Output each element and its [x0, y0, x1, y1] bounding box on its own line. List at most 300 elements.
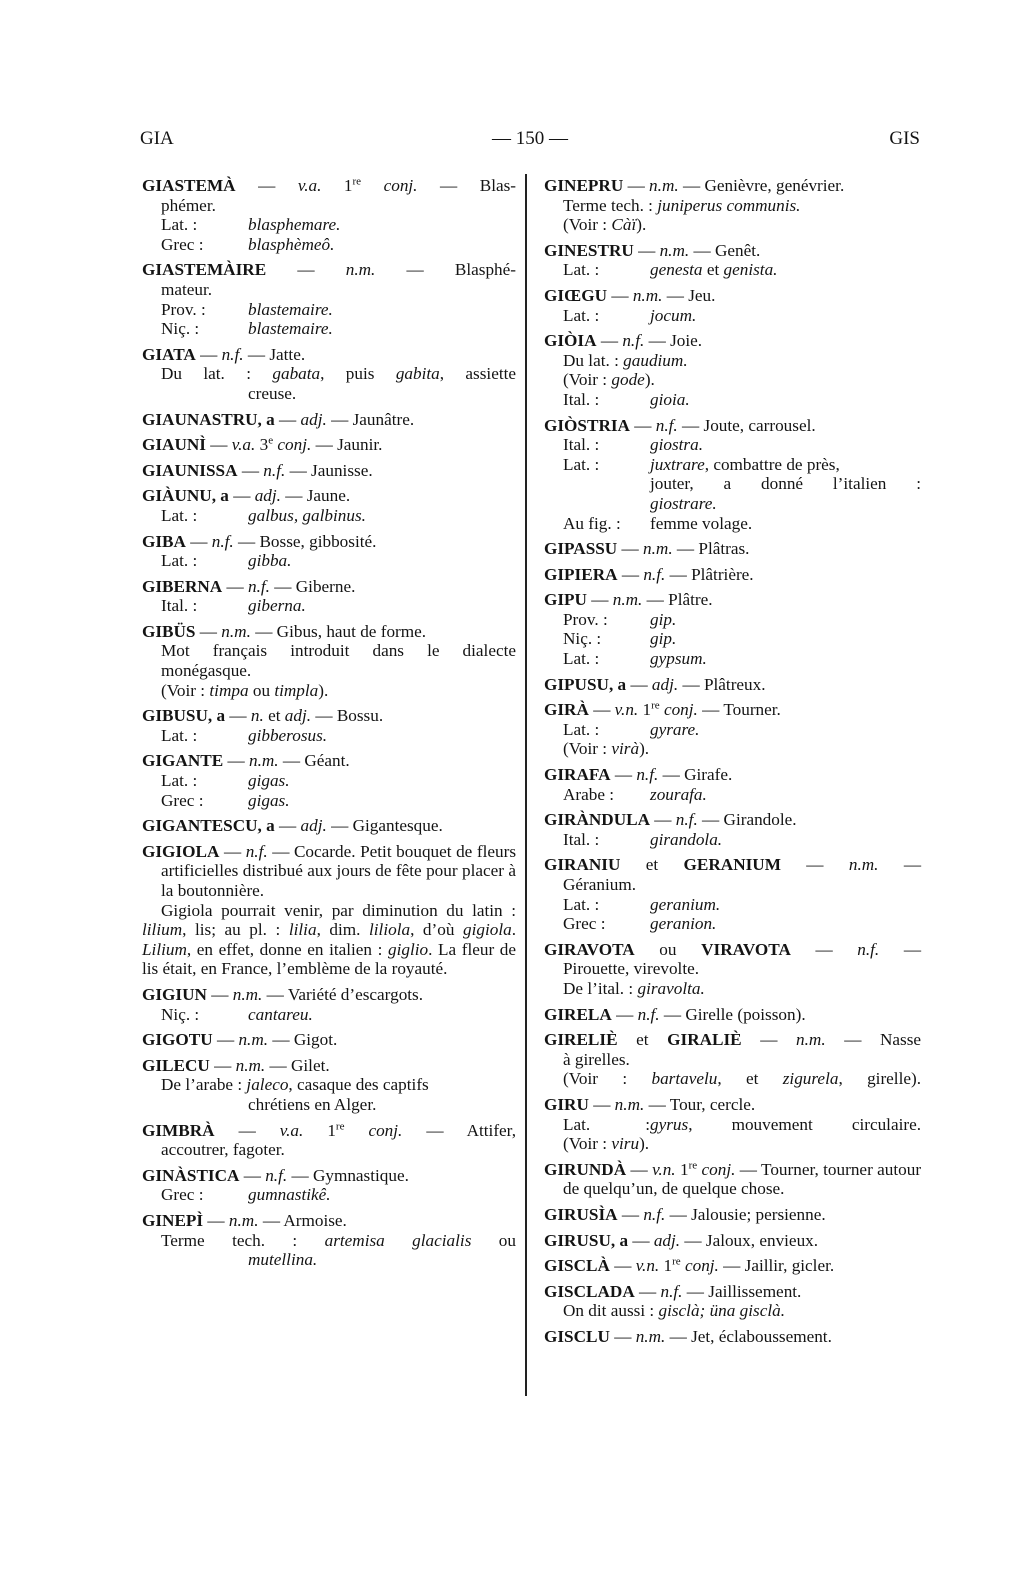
- text-span: re: [672, 1255, 681, 1268]
- text-span: Grec :: [161, 790, 204, 810]
- text-span: —: [611, 285, 629, 305]
- headword: GIASTEMÀIRE: [142, 260, 267, 280]
- text-span: genesta: [650, 260, 703, 280]
- entry-line: [544, 610, 921, 630]
- text-span: Lat. :: [563, 719, 600, 739]
- entry-line: [142, 816, 516, 836]
- column-divider: [525, 174, 527, 1396]
- entry-line: [544, 1069, 921, 1089]
- headword: GIATA: [142, 344, 196, 364]
- entry-line: [544, 306, 921, 326]
- text-span: —: [614, 1326, 632, 1346]
- text-span: n.m.: [632, 285, 663, 305]
- entry-gigotu: [142, 1030, 516, 1050]
- text-span: GIÒSTRIA: [544, 415, 630, 435]
- text-span: GINEPRU: [544, 176, 624, 195]
- text-span: (Voir :: [563, 215, 612, 235]
- text-span: n.m.: [248, 751, 279, 771]
- text-span: conj.: [277, 435, 312, 455]
- text-span: GIPU: [544, 590, 587, 610]
- text-span: —: [663, 1004, 682, 1024]
- text-span: n.f.: [221, 344, 244, 364]
- text-span: femme volage.: [650, 513, 753, 533]
- entry-line: [142, 435, 516, 455]
- entry-line: [544, 810, 921, 830]
- text-span: Jaloux, envieux.: [705, 1230, 819, 1250]
- text-span: —: [621, 539, 639, 559]
- text-span: Jaune.: [306, 486, 351, 506]
- text-span: Gigot.: [293, 1030, 338, 1050]
- text-span: GIŒGU: [544, 285, 608, 305]
- text-span: GIRUNDÀ: [544, 1159, 627, 1179]
- entry-line: [544, 435, 921, 455]
- text-span: blasphemare.: [248, 215, 341, 235]
- text-span: GIRELIÈ: [544, 1030, 618, 1050]
- text-span: GIRAVOTA: [544, 939, 635, 959]
- text-span: n.: [250, 706, 264, 726]
- text-span: viru: [611, 1134, 640, 1154]
- text-span: —: [199, 621, 217, 641]
- text-span: , assiette: [439, 364, 517, 384]
- entry-girafa: [544, 765, 921, 804]
- text-span: —: [648, 331, 666, 351]
- text-span: Genièvre, genévrier.: [704, 176, 845, 195]
- text-span: et: [620, 855, 684, 875]
- text-span: —: [702, 700, 720, 720]
- entry-line: [544, 455, 921, 475]
- text-span: (Voir :: [563, 739, 612, 759]
- entry-line: [544, 565, 921, 585]
- entry-gisclada: [544, 1282, 921, 1321]
- text-span: conj.: [383, 176, 418, 195]
- text-span: n.m.: [635, 1326, 666, 1346]
- text-span: Plâtras.: [698, 539, 750, 559]
- text-span: GIRÀNDULA: [544, 810, 650, 830]
- text-span: —: [285, 486, 303, 506]
- text-span: giostrare.: [650, 493, 717, 513]
- text-span: n.m.: [238, 1030, 269, 1050]
- text-span: Tourner,: [761, 1159, 819, 1179]
- text-span: GILECU: [142, 1055, 210, 1075]
- text-span: giostra.: [650, 435, 704, 455]
- entry-line: [544, 1095, 921, 1115]
- text-span: zigurela: [782, 1069, 839, 1089]
- text-span: blastemaire.: [248, 299, 333, 319]
- text-span: —: [207, 1210, 225, 1230]
- text-span: —: [241, 460, 259, 480]
- text-span: —: [630, 674, 648, 694]
- entry-giaunastru: [142, 410, 516, 430]
- text-span: ou: [471, 1230, 516, 1250]
- text-span: —: [693, 240, 711, 260]
- text-span: GIGANTESCU, a: [142, 816, 275, 836]
- entry-line: [544, 1205, 921, 1225]
- text-span: creuse.: [248, 383, 297, 403]
- entry-line: [142, 791, 516, 811]
- text-span: —: [272, 841, 290, 861]
- text-span: (Voir :: [563, 370, 612, 390]
- text-span: n.m.: [848, 855, 879, 875]
- text-span: —: [315, 435, 333, 455]
- entry-line: [544, 260, 921, 280]
- text-span: —: [844, 1030, 862, 1050]
- entry-line: [142, 410, 516, 430]
- entry-line: [142, 706, 516, 726]
- text-span: n.m.: [228, 1210, 259, 1230]
- text-span: genista.: [723, 260, 778, 280]
- entry-giraniu: [544, 855, 921, 933]
- entry-line: [142, 176, 516, 196]
- text-span: phémer.: [161, 195, 216, 215]
- part-of-speech: v.a.: [297, 176, 322, 195]
- text-span: n.f.: [211, 531, 234, 551]
- entry-line: [142, 726, 516, 746]
- text-span: Lat. :: [563, 454, 600, 474]
- text-span: 1: [343, 176, 353, 195]
- text-span: gibba.: [248, 551, 292, 571]
- text-span: (Voir :: [563, 1134, 612, 1154]
- text-span: gaudium.: [623, 350, 688, 370]
- text-span: 3: [259, 435, 269, 455]
- text-span: Càï: [611, 215, 637, 235]
- text-span: —: [279, 409, 297, 429]
- entry-line: [544, 940, 921, 960]
- text-span: —: [258, 176, 276, 195]
- entry-line: [544, 539, 921, 559]
- text-span: jaleco: [246, 1075, 289, 1095]
- text-span: GIGOTU: [142, 1030, 213, 1050]
- entry-girunda: [544, 1160, 921, 1199]
- text-span: Gigiola pourrait venir, par diminution du latin :: [161, 900, 516, 920]
- text-span: n.f.: [675, 810, 698, 830]
- text-span: gigas.: [248, 771, 290, 791]
- entry-line: [544, 830, 921, 850]
- entry-line: [142, 1030, 516, 1050]
- text-span: Tour, cercle.: [669, 1094, 756, 1114]
- entry-line: [142, 1166, 516, 1186]
- text-span: ).: [644, 370, 655, 390]
- text-span: Pirouette, virevolte.: [563, 959, 700, 979]
- text-span: —: [211, 984, 229, 1004]
- text-span: Bossu.: [336, 706, 384, 726]
- entry-line: [544, 855, 921, 875]
- text-span: Girelle (poisson).: [685, 1004, 806, 1024]
- text-span: —: [247, 344, 266, 364]
- text-span: —: [266, 984, 284, 1004]
- text-span: —: [638, 240, 656, 260]
- text-span: n.m.: [232, 984, 263, 1004]
- entry-line: [544, 895, 921, 915]
- text-span: conj.: [368, 1120, 403, 1140]
- text-span: —: [682, 674, 700, 694]
- text-span: Variété d’escargots.: [287, 984, 424, 1004]
- entry-line: [142, 506, 516, 526]
- entry-line: [142, 551, 516, 571]
- text-span: —: [214, 1055, 232, 1075]
- entry-line: [544, 286, 921, 306]
- text-span: giberna.: [248, 596, 306, 616]
- entry-line: [142, 532, 516, 552]
- text-span: GIRUSÌA: [544, 1204, 618, 1224]
- entry-line: [142, 771, 516, 791]
- text-span: —: [297, 260, 315, 280]
- right-column: [544, 176, 921, 1352]
- text-span: n.f.: [655, 415, 678, 435]
- text-span: —: [190, 531, 208, 551]
- text-span: (Voir :: [563, 1069, 652, 1089]
- text-span: Jalousie; persienne.: [691, 1204, 826, 1224]
- entry-line: [544, 785, 921, 805]
- text-span: —: [279, 816, 297, 836]
- text-span: —: [662, 765, 680, 785]
- entry-giberna: [142, 577, 516, 616]
- text-span: —: [216, 1030, 235, 1050]
- text-span: —: [682, 176, 701, 195]
- text-span: Ital. :: [563, 829, 600, 849]
- text-span: —: [682, 415, 700, 435]
- entry-line: [142, 985, 516, 1005]
- text-span: gyrare.: [650, 719, 700, 739]
- text-span: n.m.: [345, 260, 376, 280]
- text-span: Lat. :: [563, 894, 600, 914]
- text-span: GISCLÀ: [544, 1256, 610, 1276]
- text-span: Ital. :: [161, 596, 198, 616]
- text-span: Nasse: [880, 1030, 922, 1050]
- text-span: v.n.: [614, 700, 639, 720]
- text-span: GIGANTE: [142, 751, 224, 771]
- text-span: GIRAFA: [544, 765, 611, 785]
- text-span: gyrus: [650, 1114, 689, 1134]
- entry-line: [544, 914, 921, 934]
- entry-line: [544, 1327, 921, 1347]
- text-span: à girelles.: [563, 1049, 630, 1069]
- entry-giru: [544, 1095, 921, 1154]
- entry-ginepru: [544, 176, 921, 235]
- text-span: —: [676, 539, 695, 559]
- entry-line: [544, 649, 921, 669]
- text-span: blasphèmeô.: [248, 234, 335, 254]
- text-span: n.f.: [265, 1165, 288, 1185]
- text-span: 1: [679, 1159, 689, 1179]
- text-span: n.m.: [659, 240, 690, 260]
- text-span: GIRÀ: [544, 700, 589, 720]
- text-span: Grec :: [563, 914, 606, 934]
- entry-line: [544, 176, 921, 196]
- text-span: Ital. :: [563, 435, 600, 455]
- text-span: n.f.: [248, 576, 270, 596]
- text-span: GINESTRU: [544, 240, 634, 260]
- text-span: n.f.: [660, 1281, 683, 1301]
- text-span: GIBA: [142, 531, 186, 551]
- entry-giastemaire: [142, 260, 516, 338]
- text-span: .: [511, 920, 516, 940]
- text-span: Plâtreux.: [703, 674, 766, 694]
- entry-line: [142, 622, 516, 642]
- text-span: GIBÜS: [142, 621, 196, 641]
- entry-gioia: [544, 331, 921, 409]
- text-span: Lat. :: [161, 215, 198, 235]
- running-header: [140, 128, 920, 154]
- text-span: —: [331, 816, 349, 836]
- entry-line: [142, 1075, 516, 1095]
- page-number: — 150 —: [492, 128, 568, 149]
- text-span: gip.: [650, 609, 677, 629]
- entry-line: [142, 260, 516, 280]
- text-span: Giberne.: [295, 576, 356, 596]
- text-span: n.f.: [643, 1204, 666, 1224]
- text-span: adj.: [300, 816, 327, 836]
- entry-line: [544, 1160, 921, 1199]
- text-span: Jet, éclaboussement.: [691, 1326, 832, 1346]
- text-span: GIÀUNU, a: [142, 486, 229, 506]
- entry-line: [544, 370, 921, 390]
- text-span: Blasphé-: [454, 260, 516, 280]
- text-span: —: [739, 1159, 757, 1179]
- text-span: re: [352, 175, 362, 188]
- text-span: Jaillissement.: [708, 1281, 802, 1301]
- entry-giauni: [142, 435, 516, 455]
- text-span: re: [688, 1158, 698, 1171]
- text-span: adj.: [651, 674, 679, 694]
- entry-giaunissa: [142, 461, 516, 481]
- text-span: n.m.: [235, 1055, 266, 1075]
- text-span: v.a.: [231, 435, 256, 455]
- text-span: jouter, a donné l’italien :: [650, 474, 921, 494]
- text-span: conj.: [684, 1256, 719, 1276]
- text-span: —: [229, 706, 247, 726]
- text-span: —: [274, 576, 292, 596]
- text-span: 1: [663, 1256, 673, 1276]
- text-span: —: [621, 564, 640, 584]
- entry-ginepi: [142, 1211, 516, 1270]
- text-span: Jaunisse.: [311, 460, 373, 480]
- text-span: n.m.: [221, 621, 251, 641]
- entry-line: [544, 1115, 921, 1135]
- entry-line: [142, 901, 516, 979]
- header-guide-word-left: GIA: [140, 128, 174, 149]
- entry-line: [142, 1056, 516, 1076]
- text-span: —: [702, 810, 720, 830]
- entry-line: [544, 390, 921, 410]
- text-span: GINEPÌ: [142, 1210, 204, 1230]
- text-span: gioia.: [650, 389, 690, 409]
- text-span: n.m.: [796, 1030, 826, 1050]
- text-span: GIRANIU: [544, 855, 621, 875]
- text-span: GIBERNA: [142, 576, 223, 596]
- text-span: VIRAVOTA: [701, 939, 791, 959]
- text-span: adj.: [284, 706, 312, 726]
- entry-line: [142, 1211, 516, 1231]
- entry-line: [544, 1134, 921, 1154]
- entry-gibus: [142, 622, 516, 700]
- entry-line: [142, 577, 516, 597]
- text-span: Lat. :: [563, 260, 600, 280]
- text-span: GIAUNASTRU, a: [142, 409, 275, 429]
- text-span: Mot français introduit dans le dialecte monégasque.: [161, 641, 516, 681]
- text-span: Niç. :: [161, 1004, 200, 1024]
- text-span: —: [282, 751, 301, 771]
- text-span: gigiola: [462, 920, 512, 940]
- text-span: adj.: [653, 1230, 681, 1250]
- entry-line: [544, 196, 921, 216]
- entry-gira: [544, 700, 921, 759]
- text-span: , casaque des captifs: [288, 1075, 429, 1095]
- text-span: Girafe.: [684, 765, 733, 785]
- text-span: —: [600, 331, 619, 351]
- text-span: Terme tech. :: [161, 1230, 325, 1250]
- text-span: virà: [611, 739, 640, 759]
- text-span: Prov. :: [161, 299, 206, 319]
- text-span: accoutrer, fagoter.: [161, 1140, 285, 1160]
- text-span: gode: [611, 370, 645, 390]
- text-span: Lat. :: [563, 1114, 650, 1134]
- entry-ginestru: [544, 241, 921, 280]
- text-span: n.m.: [614, 1094, 645, 1114]
- text-span: —: [627, 176, 645, 195]
- entry-line: [544, 241, 921, 261]
- text-span: GIRUSU, a: [544, 1230, 629, 1250]
- text-span: v.a.: [279, 1120, 304, 1140]
- text-span: —: [406, 260, 424, 280]
- text-span: Grec :: [161, 1185, 204, 1205]
- text-span: —: [255, 621, 273, 641]
- text-span: —: [634, 415, 652, 435]
- header-guide-word-right: GIS: [889, 128, 920, 149]
- etymology-line: [142, 319, 516, 339]
- text-span: gabata: [272, 364, 321, 384]
- text-span: Grec :: [161, 234, 204, 254]
- entry-line: [544, 331, 921, 351]
- text-span: —: [227, 751, 245, 771]
- entry-line: [142, 681, 516, 701]
- entry-line: [544, 675, 921, 695]
- left-column: [142, 176, 516, 1276]
- text-span: —: [223, 841, 242, 861]
- text-span: Niç. :: [161, 319, 200, 339]
- text-span: mutellina.: [248, 1250, 318, 1270]
- text-span: GISCLADA: [544, 1281, 635, 1301]
- text-span: —: [646, 590, 664, 610]
- text-span: Jaunâtre.: [352, 409, 415, 429]
- entry-line: [142, 1185, 516, 1205]
- text-span: Prov. :: [563, 609, 608, 629]
- entry-line: [544, 590, 921, 610]
- text-span: Lat. :: [161, 725, 198, 745]
- entry-line: [544, 1301, 921, 1321]
- text-span: cantareu.: [248, 1004, 313, 1024]
- text-span: GIPUSU, a: [544, 674, 627, 694]
- text-span: Joie.: [670, 331, 703, 351]
- text-span: —: [654, 810, 672, 830]
- text-span: blastemaire.: [248, 319, 333, 339]
- text-span: v.n.: [635, 1256, 660, 1276]
- text-span: gumnastikê.: [248, 1185, 331, 1205]
- entry-girusu: [544, 1231, 921, 1251]
- text-span: et: [263, 706, 285, 726]
- entry-giba: [142, 532, 516, 571]
- text-span: geranium.: [650, 894, 721, 914]
- entry-gigiun: [142, 985, 516, 1024]
- text-span: —: [289, 460, 307, 480]
- text-span: —: [815, 939, 833, 959]
- text-span: GIRALIÈ: [667, 1030, 742, 1050]
- text-span: ).: [639, 739, 650, 759]
- text-span: Jaunir.: [337, 435, 383, 455]
- text-span: galbus, galbinus.: [248, 505, 366, 525]
- text-span: Lilium: [142, 939, 187, 959]
- text-span: Lat. :: [161, 551, 198, 571]
- text-span: bartavelu: [651, 1069, 718, 1089]
